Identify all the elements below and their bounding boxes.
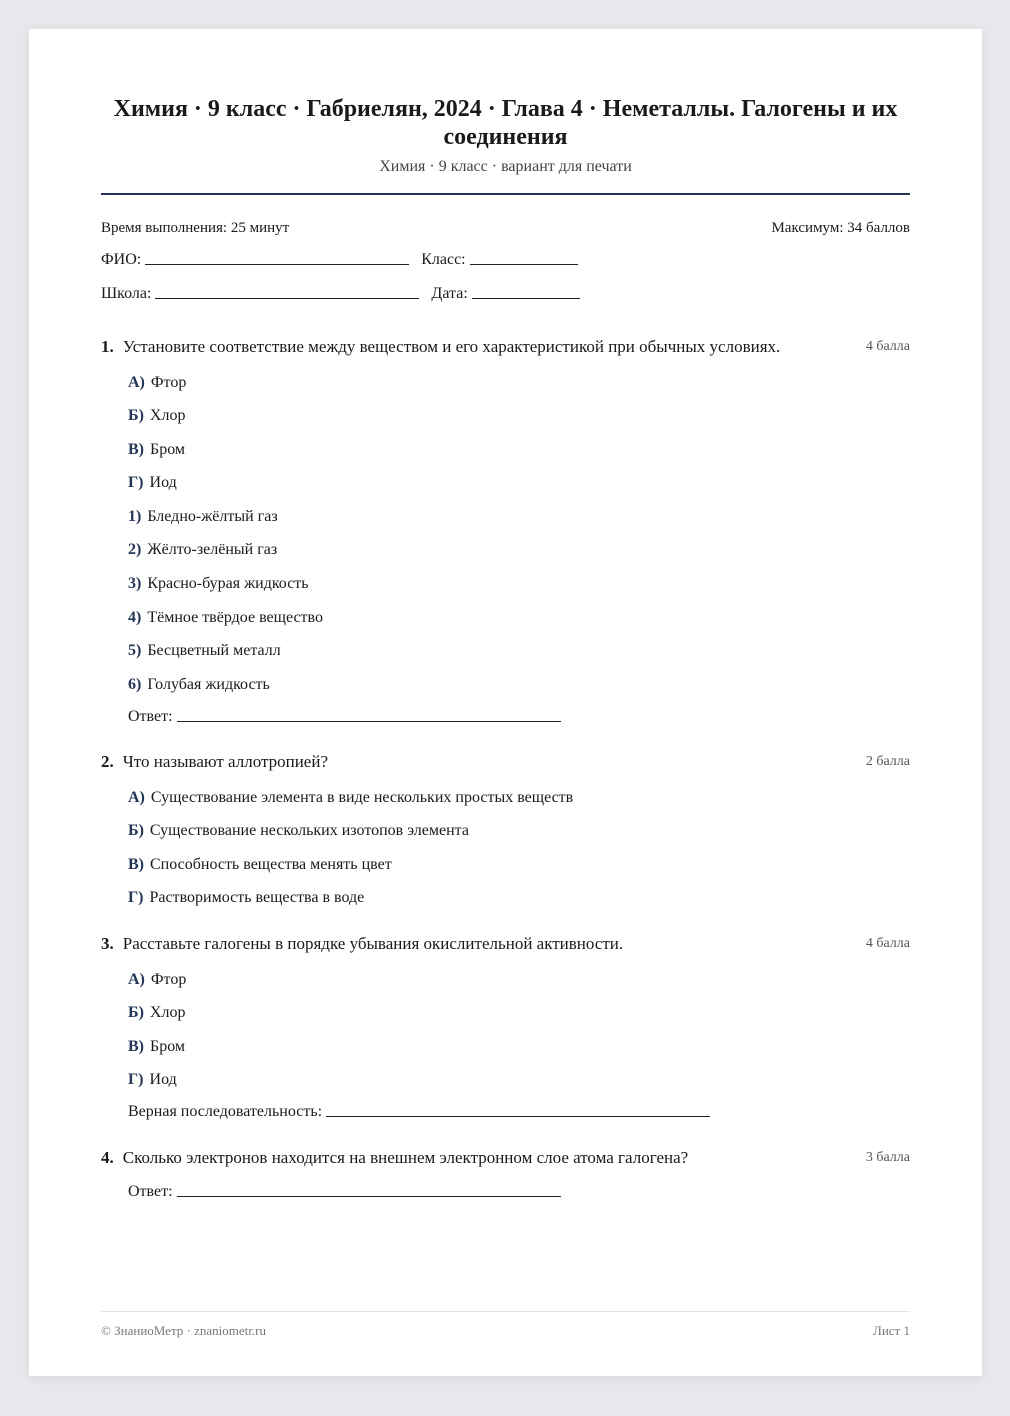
- option-label: В): [128, 441, 144, 458]
- option-5: [128, 641, 281, 661]
- option-text: Тёмное твёрдое вещество: [147, 609, 323, 626]
- field-row-school: [101, 285, 592, 303]
- option-label: А): [128, 971, 145, 988]
- option-1: [128, 507, 278, 527]
- answer-label: Ответ:: [128, 708, 173, 725]
- question-text: Расставьте галогены в порядке убывания окислительной активности.: [122, 934, 624, 953]
- option-g: [128, 473, 177, 493]
- header-divider: [101, 193, 910, 195]
- option-text: Фтор: [150, 971, 187, 988]
- option-text: Бром: [150, 441, 186, 458]
- option-a: [128, 373, 186, 393]
- question-header: [101, 752, 910, 772]
- page-subtitle: Химия · 9 класс · вариант для печати: [379, 158, 632, 175]
- option-text: Иод: [149, 1071, 177, 1088]
- question-points: 2 балла: [865, 754, 910, 769]
- option-label: Б): [128, 822, 144, 839]
- option-label: Г): [128, 474, 144, 491]
- question-2: [101, 752, 910, 906]
- question-3: [101, 934, 910, 1120]
- option-label: 5): [128, 642, 142, 659]
- field-row-fio: [101, 251, 590, 269]
- answer-label: Ответ:: [128, 1183, 173, 1200]
- answer-row: [128, 708, 561, 726]
- answer-field[interactable]: [177, 720, 561, 722]
- option-label: Б): [128, 1004, 144, 1021]
- option-text: Иод: [149, 474, 177, 491]
- footer-copyright: © ЗнаниоМетр · znaniometr.ru: [101, 1323, 266, 1338]
- question-points: 4 балла: [865, 936, 910, 951]
- option-label: 3): [128, 575, 142, 592]
- fio-label: ФИО:: [101, 251, 142, 268]
- answer-field[interactable]: [177, 1195, 561, 1197]
- answer-row: [128, 1103, 710, 1121]
- option-text: Жёлто-зелёный газ: [147, 541, 278, 558]
- answer-row: [128, 1183, 561, 1201]
- option-text: Бром: [150, 1038, 186, 1055]
- option-4: [128, 608, 323, 628]
- option-label: 2): [128, 541, 142, 558]
- option-text: Бледно-жёлтый газ: [147, 508, 278, 525]
- class-field[interactable]: [470, 263, 578, 265]
- class-label: Класс:: [421, 251, 466, 268]
- option-label: 4): [128, 609, 142, 626]
- option-a: [128, 970, 186, 990]
- option-text: Бесцветный металл: [147, 642, 281, 659]
- meta-row: [101, 220, 910, 237]
- option-text: Растворимость вещества в воде: [149, 889, 365, 906]
- question-text: Сколько электронов находится на внешнем электронном слое атома галогена?: [122, 1148, 689, 1167]
- option-2: [128, 540, 277, 560]
- option-label: Г): [128, 1071, 144, 1088]
- footer-divider: [101, 1311, 910, 1312]
- option-text: Способность вещества менять цвет: [150, 856, 392, 873]
- answer-label: Верная последовательность:: [128, 1103, 323, 1120]
- question-number: 3.: [101, 934, 114, 953]
- question-header: [101, 337, 910, 357]
- question-header: [101, 1148, 910, 1168]
- footer-page-number: Лист 1: [873, 1323, 910, 1338]
- question-number: 4.: [101, 1148, 114, 1167]
- time-limit: Время выполнения: 25 минут: [101, 220, 290, 236]
- option-label: В): [128, 856, 144, 873]
- question-number: 1.: [101, 337, 114, 356]
- option-b: [128, 406, 185, 426]
- question-4: [101, 1148, 910, 1200]
- option-label: Б): [128, 407, 144, 424]
- question-stem: [101, 337, 780, 357]
- option-label: А): [128, 374, 145, 391]
- option-v: [128, 1037, 185, 1057]
- question-stem: [101, 1148, 688, 1168]
- date-label: Дата:: [431, 285, 468, 302]
- option-text: Хлор: [149, 407, 186, 424]
- question-1: [101, 337, 910, 725]
- option-label: 6): [128, 676, 142, 693]
- option-a: [128, 788, 573, 808]
- question-text: Установите соответствие между веществом и его характеристикой при обычных условиях.: [122, 337, 781, 356]
- option-text: Существование нескольких изотопов элемента: [149, 822, 469, 839]
- option-text: Существование элемента в виде нескольких простых веществ: [150, 789, 574, 806]
- page-title: Химия · 9 класс · Габриелян, 2024 · Глава 4 · Неметаллы. Галогены и их соединения: [113, 96, 898, 150]
- option-v: [128, 440, 185, 460]
- school-label: Школа:: [101, 285, 152, 302]
- answer-field[interactable]: [326, 1115, 710, 1117]
- question-number: 2.: [101, 752, 114, 771]
- question-stem: [101, 752, 328, 772]
- question-points: 3 балла: [865, 1150, 910, 1165]
- option-text: Красно-бурая жидкость: [147, 575, 309, 592]
- question-header: [101, 934, 910, 954]
- option-g: [128, 888, 364, 908]
- max-score: Максимум: 34 баллов: [771, 220, 910, 236]
- page-footer: [101, 1323, 910, 1339]
- option-b: [128, 1003, 185, 1023]
- school-field[interactable]: [155, 297, 419, 299]
- option-text: Голубая жидкость: [147, 676, 270, 693]
- date-field[interactable]: [472, 297, 580, 299]
- option-label: В): [128, 1038, 144, 1055]
- option-text: Хлор: [149, 1004, 186, 1021]
- question-points: 4 балла: [865, 339, 910, 354]
- option-label: Г): [128, 889, 144, 906]
- worksheet-page: [29, 29, 982, 1376]
- option-3: [128, 574, 309, 594]
- option-b: [128, 821, 469, 841]
- fio-field[interactable]: [145, 263, 409, 265]
- option-label: А): [128, 789, 145, 806]
- option-text: Фтор: [150, 374, 187, 391]
- question-stem: [101, 934, 623, 954]
- option-g: [128, 1070, 177, 1090]
- option-6: [128, 675, 270, 695]
- option-label: 1): [128, 508, 142, 525]
- option-v: [128, 855, 392, 875]
- question-text: Что называют аллотропией?: [122, 752, 328, 771]
